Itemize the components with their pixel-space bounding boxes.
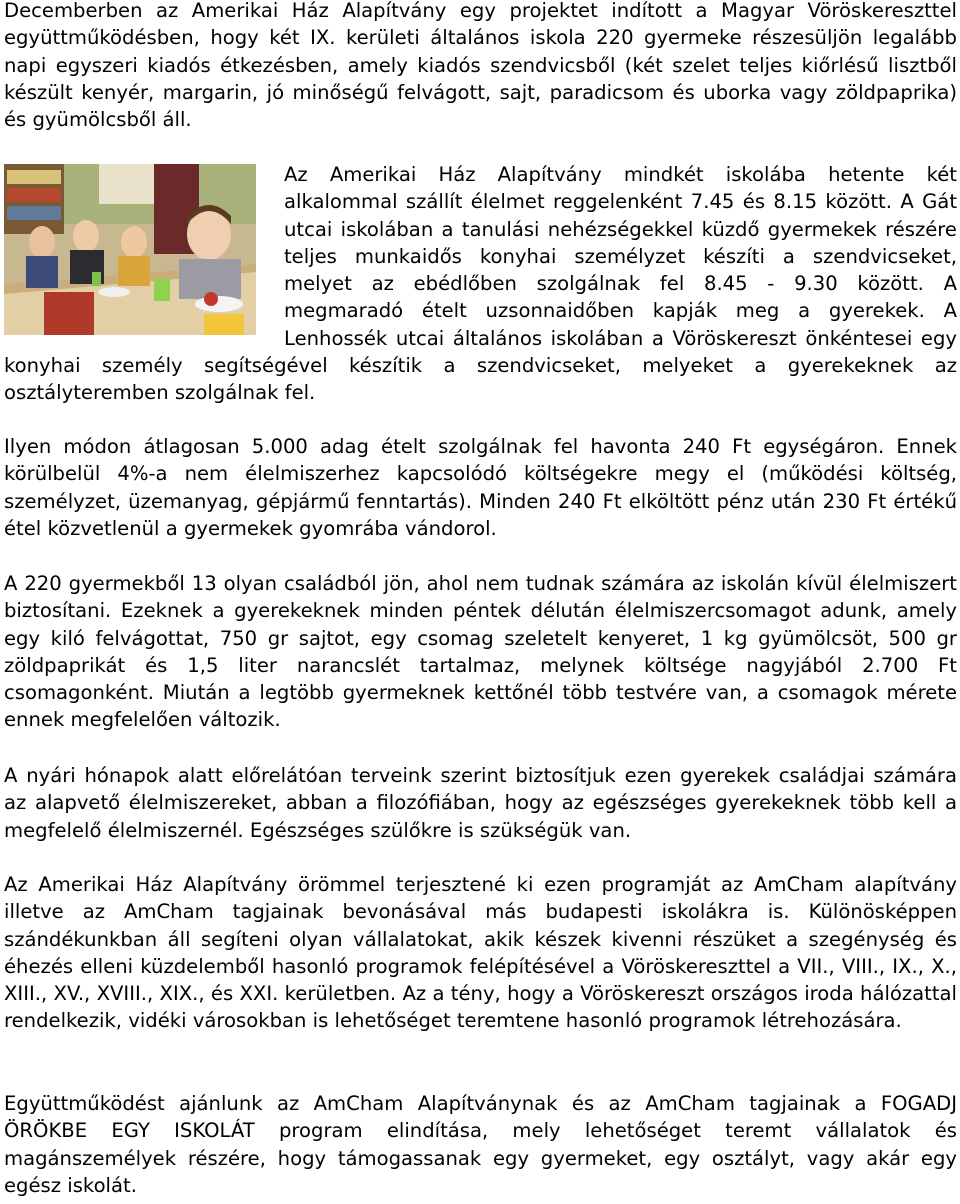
paragraph-delivery-block [4, 161, 957, 407]
paragraph-intro: Decemberben az Amerikai Ház Alapítvány egy projektet indított a Magyar Vöröskereszttel együttműködésben, hogy két IX. kerületi általános iskola 220 gyermeke részesüljön legalább napi egyszeri kiadós étkezésben, amely kiadós szendvicsből (két szelet teljes kiőrlésű lisztből készült kenyér, margarin, jó minőségű felvágott, sajt, paradicsom és uborka vagy zöldpaprika) és gyümölcsből áll. [4, 0, 957, 132]
paragraph-food-packages: A 220 gyermekből 13 olyan családból jön, ahol nem tudnak számára az iskolán kívül élelmiszert biztosítani. Ezeknek a gyerekeknek minden péntek délután élelmiszercsomagot adunk, amely egy kiló felvágottat, 750 gr sajtot, egy csomag szeletelt kenyeret, 1 kg gyümölcsöt, 500 gr zöldpaprikát és 1,5 liter narancslét tartalmaz, melynek költsége nagyjából 2.700 Ft csomagonként. Miután a legtöbb gyermeknek kettőnél több testvére van, a csomagok mérete ennek megfelelően változik. [4, 572, 957, 732]
paragraph-adopt-school: Együttműködést ajánlunk az AmCham Alapítványnak és az AmCham tagjainak a FOGADJ ÖRÖKBE EGY ISKOLÁT program elindítása, mely lehetőséget teremt vállalatok és magánszemélyek részére, hogy támogassanak egy gyermeket, egy osztályt, vagy akár egy egész iskolát. [4, 1092, 957, 1197]
children-eating-photo [4, 164, 256, 335]
paragraph-summer: A nyári hónapok alatt előrelátóan terveink szerint biztosítjuk ezen gyerekek családjai számára az alapvető élelmiszereket, abban a filozófiában, hogy az egészséges gyerekeknek több kell a megfelelő élelmiszernél. Egészséges szülőkre is szükségük van. [4, 764, 957, 842]
paragraph-costs: Ilyen módon átlagosan 5.000 adag ételt szolgálnak fel havonta 240 Ft egységáron. Ennek körülbelül 4%-a nem élelmiszerhez kapcsolódó költségekre megy el (működési költség, személyzet, üzemanyag, gépjármű fenntartás). Minden 240 Ft elköltött pénz után 230 Ft értékű étel közvetlenül a gyermekek gyomrába vándorol. [4, 435, 957, 540]
paragraph-expansion: Az Amerikai Ház Alapítvány örömmel terjesztené ki ezen programját az AmCham alapítvány illetve az AmCham tagjainak bevonásával más budapesti iskolákra is. Különösképpen szándékunkban áll segíteni olyan vállalatokat, akik készek kivenni részüket a szegénység és éhezés elleni küzdelemből hasonló programok felépítésével a Vöröskereszttel a VII., VIII., IX., X., XIII., XV., XVIII., XIX., és XXI. kerületben. Az a tény, hogy a Vöröskereszt országos iroda hálózattal rendelkezik, vidéki városokban is lehetőséget teremtene hasonló programok létrehozására. [4, 873, 957, 1033]
paragraph-delivery: Az Amerikai Ház Alapítvány mindkét iskolába hetente két alkalommal szállít élelmet reggelenként 7.45 és 8.15 között. A Gát utcai iskolában a tanulási nehézségekkel küzdő gyermekek részére teljes munkaidős konyhai személyzet készíti a szendvicseket, melyet az ebédlőben szolgálnak fel 8.45 - 9.30 között. A megmaradó ételt uzsonnaidőben kapják meg a gyerekek. A Lenhossék utcai általános iskolában a Vöröskereszt önkéntesei egy konyhai személy segítségével készítik a szendvicseket, melyeket a gyerekeknek az osztályteremben szolgálnak fel. [4, 163, 957, 405]
